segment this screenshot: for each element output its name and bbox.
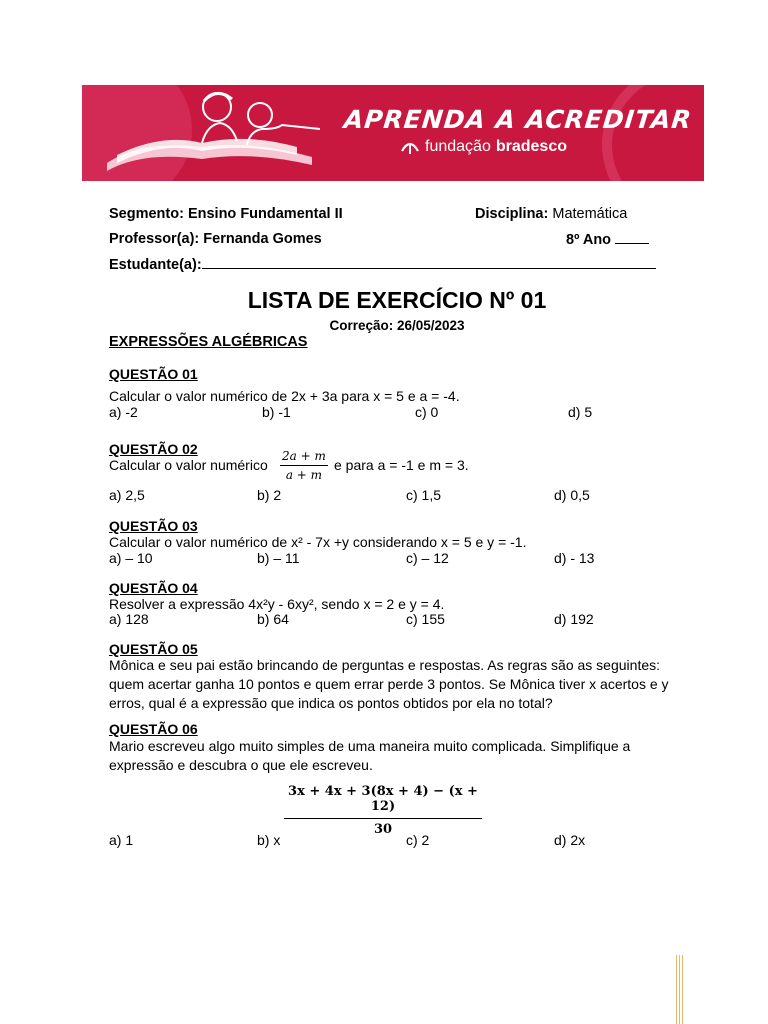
question-1-text: Calcular o valor numérico de 2x + 3a para x = 5 e a = -4. bbox=[109, 388, 460, 404]
question-1-option-c[interactable]: c) 0 bbox=[415, 404, 439, 420]
question-2-option-b[interactable]: b) 2 bbox=[257, 487, 282, 503]
question-4-option-a[interactable]: a) 128 bbox=[109, 611, 149, 627]
question-6-text: Mario escreveu algo muito simples de uma maneira muito complicada. Simplifique a expressão e descubra o que ele escreveu. bbox=[109, 738, 631, 773]
question-1-option-b[interactable]: b) -1 bbox=[262, 404, 291, 420]
question-1-option-d[interactable]: d) 5 bbox=[568, 404, 593, 420]
grade-line bbox=[566, 231, 649, 248]
worksheet-title: LISTA DE EXERCÍCIO Nº 01 bbox=[247, 287, 547, 313]
question-6-expression-denominator: 30 bbox=[373, 822, 393, 837]
correction-date: Correção: 26/05/2023 bbox=[329, 318, 465, 333]
page-edge-decoration-line bbox=[682, 955, 683, 1024]
discipline-line bbox=[475, 206, 627, 222]
question-4-option-c[interactable]: c) 155 bbox=[406, 611, 445, 627]
question-6-option-a[interactable]: a) 1 bbox=[109, 832, 134, 848]
banner-slogan: APRENDA A ACREDITAR bbox=[342, 105, 694, 134]
segment-label: Segmento: bbox=[109, 206, 184, 222]
section-heading: EXPRESSÕES ALGÉBRICAS bbox=[109, 334, 308, 350]
question-6-option-d[interactable]: d) 2x bbox=[554, 832, 586, 848]
question-2-fraction-numerator: 2a + m bbox=[280, 449, 328, 466]
question-1-heading: QUESTÃO 01 bbox=[109, 366, 198, 382]
discipline-value: Matemática bbox=[552, 206, 628, 222]
question-1-option-a[interactable]: a) -2 bbox=[109, 404, 138, 420]
question-3-text: Calcular o valor numérico de x² - 7x +y considerando x = 5 e y = -1. bbox=[109, 534, 527, 550]
question-2-heading: QUESTÃO 02 bbox=[109, 441, 198, 457]
question-4-option-d[interactable]: d) 192 bbox=[554, 611, 594, 627]
question-3-option-a[interactable]: a) – 10 bbox=[109, 550, 153, 566]
teacher-value: Fernanda Gomes bbox=[203, 231, 322, 247]
bradesco-foundation-logo bbox=[400, 138, 567, 156]
question-3-option-b[interactable]: b) – 11 bbox=[257, 550, 300, 566]
logo-text-bradesco: bradesco bbox=[495, 138, 567, 155]
question-3-option-d[interactable]: d) - 13 bbox=[554, 550, 595, 566]
question-2-fraction-denominator: a + m bbox=[285, 468, 323, 482]
student-line bbox=[109, 256, 656, 273]
grade-label: 8º Ano bbox=[566, 232, 612, 248]
header-banner bbox=[82, 85, 704, 181]
bradesco-tree-icon bbox=[400, 139, 420, 155]
teacher-line bbox=[109, 231, 322, 247]
question-5-text: Mônica e seu pai estão brincando de perguntas e respostas. As regras são as seguintes: quem acertar ganha 10 pontos e quem errar perde 3 pontos. Se Mônica tiver x acertos e y erros, qual é a expressão que indica os pontos obtidos por ela no total? bbox=[109, 657, 669, 711]
question-6-option-c[interactable]: c) 2 bbox=[406, 832, 430, 848]
question-3-heading: QUESTÃO 03 bbox=[109, 518, 198, 534]
question-2-fraction bbox=[280, 449, 328, 482]
question-2-option-d[interactable]: d) 0,5 bbox=[554, 487, 590, 503]
student-name-blank[interactable] bbox=[202, 256, 656, 269]
question-4-text: Resolver a expressão 4x²y - 6xy², sendo x = 2 e y = 4. bbox=[109, 596, 445, 612]
teacher-label: Professor(a): bbox=[109, 231, 200, 247]
page-edge-decoration-line bbox=[679, 955, 680, 1024]
segment-line bbox=[109, 206, 343, 222]
discipline-label: Disciplina: bbox=[475, 206, 549, 222]
question-2-option-a[interactable]: a) 2,5 bbox=[109, 487, 145, 503]
question-6-expression bbox=[284, 784, 482, 837]
question-6-heading: QUESTÃO 06 bbox=[109, 721, 198, 737]
question-6-option-b[interactable]: b) x bbox=[257, 832, 281, 848]
logo-text-fundacao: fundação bbox=[425, 138, 491, 155]
segment-value: Ensino Fundamental II bbox=[187, 206, 343, 222]
question-6-expression-numerator: 3x + 4x + 3(8x + 4) − (x + 12) bbox=[284, 784, 482, 819]
question-4-option-b[interactable]: b) 64 bbox=[257, 611, 289, 627]
question-2-option-c[interactable]: c) 1,5 bbox=[406, 487, 442, 503]
question-2-text-before: Calcular o valor numérico bbox=[109, 457, 268, 473]
page-edge-decoration-line bbox=[676, 955, 677, 1024]
student-label: Estudante(a): bbox=[109, 257, 202, 273]
question-5-heading: QUESTÃO 05 bbox=[109, 641, 198, 657]
grade-blank[interactable] bbox=[615, 231, 649, 244]
question-3-option-c[interactable]: c) – 12 bbox=[406, 550, 449, 566]
children-reading-illustration bbox=[82, 85, 342, 181]
question-4-heading: QUESTÃO 04 bbox=[109, 580, 198, 596]
question-2-text-after: e para a = -1 e m = 3. bbox=[334, 457, 469, 473]
